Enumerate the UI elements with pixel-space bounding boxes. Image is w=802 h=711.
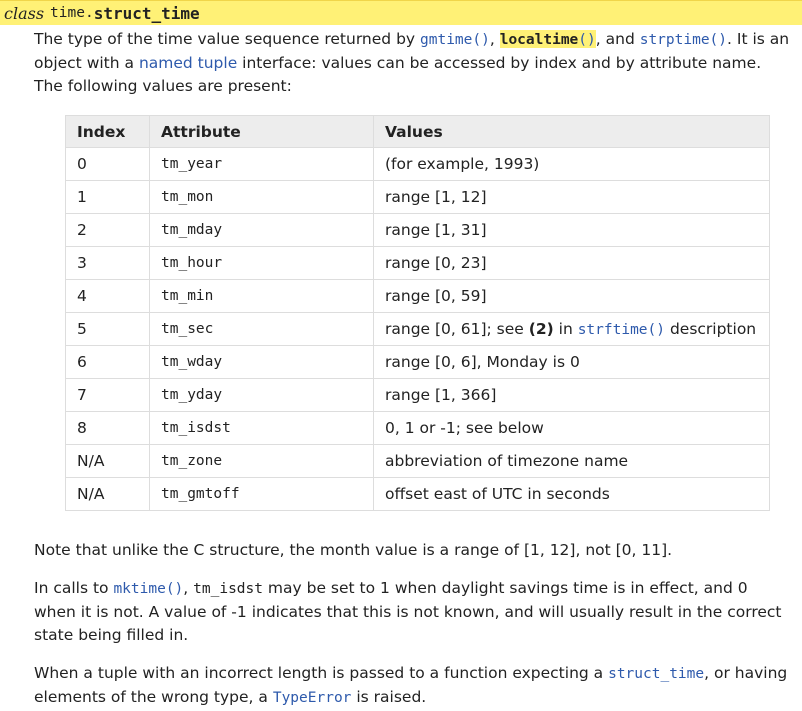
index-cell: 7 [66,379,150,412]
tm-isdst-code: tm_isdst [193,581,263,597]
attribute-cell: tm_mday [150,214,374,247]
gmtime-link[interactable]: gmtime() [420,32,490,48]
index-cell: N/A [66,478,150,511]
value-cell: offset east of UTC in seconds [374,478,770,511]
index-cell: 6 [66,346,150,379]
value-cell: 0, 1 or -1; see below [374,412,770,445]
table-row [66,247,770,280]
intro-text: The type of the time value sequence returned by [34,30,421,48]
index-cell: 4 [66,280,150,313]
note-text: may be set to 1 when daylight savings time is in effect, and 0 when it is not. A value of -1 indicates that this is not known, and will usually result in the correct state being filled in. [34,579,782,644]
month-range-note: Note that unlike the C structure, the month value is a range of [1, 12], not [0, 11]. [34,541,673,559]
index-cell: N/A [66,445,150,478]
table-header-row [66,116,770,148]
index-cell: 1 [66,181,150,214]
attribute-cell: tm_hour [150,247,374,280]
index-cell: 3 [66,247,150,280]
table-row [66,478,770,511]
table-row [66,379,770,412]
note-text: In calls to [34,579,114,597]
table-row [66,346,770,379]
note-text: is raised. [351,688,427,706]
mktime-link[interactable]: mktime() [113,581,184,597]
isdst-note [34,577,794,647]
index-cell: 8 [66,412,150,445]
class-signature [0,0,802,25]
class-keyword: class [4,3,45,23]
value-cell: (for example, 1993) [374,148,770,181]
value-cell: range [0, 23] [374,247,770,280]
header-values: Values [374,116,770,148]
header-index: Index [66,116,150,148]
index-cell: 0 [66,148,150,181]
attribute-cell: tm_zone [150,445,374,478]
index-cell: 5 [66,313,150,346]
intro-text: . It is an object with a [34,30,790,72]
attribute-cell: tm_isdst [150,412,374,445]
localtime-link[interactable]: localtime() [499,32,596,48]
intro-paragraph [34,28,794,98]
table-row [66,181,770,214]
attribute-cell: tm_year [150,148,374,181]
attribute-cell: tm_sec [150,313,374,346]
value-cell: range [0, 6], Monday is 0 [374,346,770,379]
table-row [66,280,770,313]
strptime-link[interactable]: strptime() [639,32,728,48]
module-prefix: time. [50,5,94,21]
footnote-ref: (2) [528,320,554,338]
value-text: in [553,320,578,338]
attribute-cell: tm_min [150,280,374,313]
named-tuple-link[interactable]: named tuple [138,54,238,72]
table-row [66,445,770,478]
value-text: description [665,320,757,338]
value-text: range [0, 61]; see [385,320,529,338]
intro-text: , and [595,30,640,48]
struct-time-table [65,115,770,511]
note-text: , or having elements of the wrong type, a [34,664,788,706]
note-text: When a tuple with an incorrect length is passed to a function expecting a [34,664,609,682]
value-cell: range [1, 366] [374,379,770,412]
table-row [66,313,770,346]
value-cell: abbreviation of timezone name [374,445,770,478]
value-cell: range [1, 12] [374,181,770,214]
value-cell: range [0, 59] [374,280,770,313]
struct-time-link[interactable]: struct_time [608,666,705,682]
attribute-cell: tm_wday [150,346,374,379]
attribute-cell: tm_yday [150,379,374,412]
note-text: , [183,579,194,597]
typeerror-link[interactable]: TypeError [272,690,352,706]
intro-text: interface: values can be accessed by index and by attribute name. The following values are present: [34,54,762,95]
header-attribute: Attribute [150,116,374,148]
attribute-cell: tm_gmtoff [150,478,374,511]
tuple-length-note [34,662,794,710]
value-cell [374,313,770,346]
strftime-link[interactable]: strftime() [577,322,666,338]
table-row [66,148,770,181]
value-cell: range [1, 31] [374,214,770,247]
table-row [66,412,770,445]
intro-text: , [489,30,500,48]
table-row [66,214,770,247]
class-name: struct_time [93,3,200,23]
index-cell: 2 [66,214,150,247]
attribute-cell: tm_mon [150,181,374,214]
